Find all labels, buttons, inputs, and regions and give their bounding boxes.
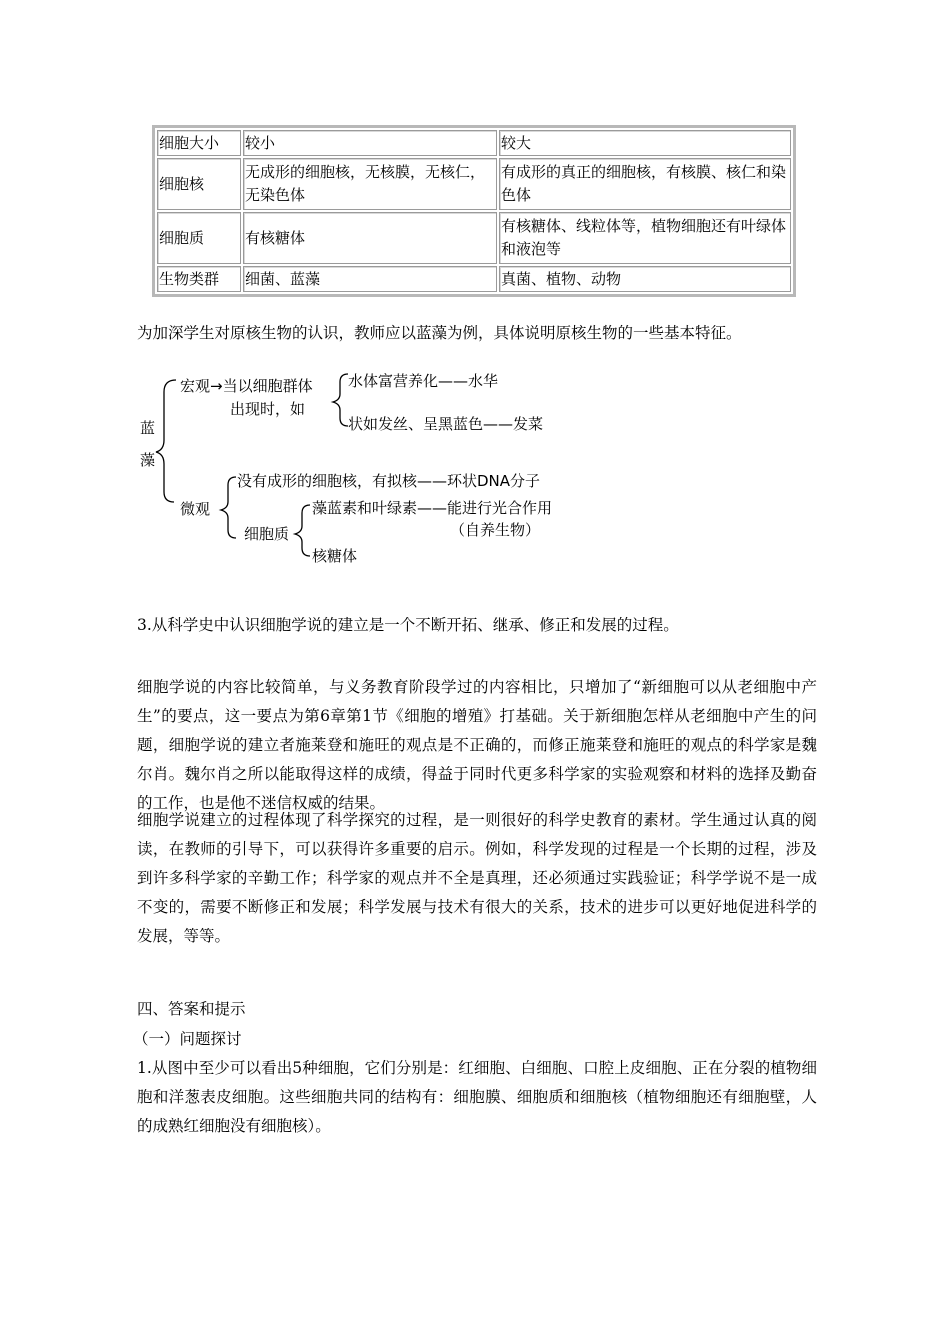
cytoplasm-brace: [295, 505, 310, 556]
section-4-heading: 四、答案和提示: [137, 1000, 246, 1018]
table-cell: 无成形的细胞核，无核膜，无核仁，无染色体: [243, 158, 497, 210]
cyanobacteria-diagram: [132, 362, 602, 577]
table-cell: 细胞大小: [157, 130, 241, 156]
root-label-1: 蓝: [140, 419, 156, 437]
root-label-2: 藻: [140, 451, 156, 469]
macro-item-b: 状如发丝、呈黑蓝色——发菜: [348, 415, 544, 433]
micro-brace: [221, 477, 236, 538]
macro-item-a: 水体富营养化——水华: [348, 372, 499, 390]
micro-item-a: 没有成形的细胞核，有拟核——环状DNA分子: [237, 472, 541, 490]
answer-1: 1.从图中至少可以看出5种细胞，它们分别是：红细胞、白细胞、口腔上皮细胞、正在分裂的植物细胞和洋葱表皮细胞。这些细胞共同的结构有：细胞膜、细胞质和细胞核（植物细胞还有细胞壁，人的成熟红细胞没有细胞核）。: [137, 1059, 817, 1135]
paragraph-1: 细胞学说的内容比较简单，与义务教育阶段学过的内容相比，只增加了“新细胞可以从老细胞中产生”的要点，这一要点为第6章第1节《细胞的增殖》打基础。关于新细胞怎样从老细胞中产生的问题，细胞学说的建立者施莱登和施旺的观点是不正确的，而修正施莱登和施旺的观点的科学家是魏尔肖。魏尔肖之所以能取得这样的成绩，得益于同时代更多科学家的实验观察和材料的选择及勤奋的工作，也是他不迷信权威的结果。: [137, 678, 817, 812]
micro-label: 微观: [180, 500, 211, 518]
table-cell: 细胞核: [157, 158, 241, 210]
table-row: [157, 266, 791, 292]
table-cell: 细胞质: [157, 212, 241, 264]
macro-label: 宏观→当以细胞群体: [180, 377, 313, 395]
main-brace: [156, 380, 176, 502]
cytoplasm-label: 细胞质: [244, 525, 290, 543]
table-cell: 真菌、植物、动物: [499, 266, 791, 292]
subheading: （一）问题探讨: [133, 1030, 242, 1048]
cytoplasm-item-a-note: （自养生物）: [450, 521, 541, 539]
table-cell: 有核糖体、线粒体等，植物细胞还有叶绿体和液泡等: [499, 212, 791, 264]
cytoplasm-item-a: 藻蓝素和叶绿素——能进行光合作用: [312, 499, 553, 517]
macro-label-2: 出现时，如: [230, 400, 306, 418]
comparison-table: [152, 125, 796, 297]
table-cell: 生物类群: [157, 266, 241, 292]
section-3-heading: 3.从科学史中认识细胞学说的建立是一个不断开拓、继承、修正和发展的过程。: [137, 616, 679, 634]
table-cell: 细菌、蓝藻: [243, 266, 497, 292]
table-cell: 有核糖体: [243, 212, 497, 264]
table-row: [157, 158, 791, 210]
cytoplasm-item-b: 核糖体: [312, 547, 358, 565]
table-cell: 较大: [499, 130, 791, 156]
comparison-table-grid: [155, 128, 793, 294]
table-cell: 较小: [243, 130, 497, 156]
table-cell: 有成形的真正的细胞核，有核膜、核仁和染色体: [499, 158, 791, 210]
table-row: [157, 212, 791, 264]
paragraph-2: 细胞学说建立的过程体现了科学探究的过程，是一则很好的科学史教育的素材。学生通过认真的阅读，在教师的引导下，可以获得许多重要的启示。例如，科学发现的过程是一个长期的过程，涉及到许多科学家的辛勤工作；科学家的观点并不全是真理，还必须通过实践验证；科学学说不是一成不变的，需要不断修正和发展；科学发展与技术有很大的关系，技术的进步可以更好地促进科学的发展，等等。: [137, 811, 817, 945]
macro-brace: [333, 374, 348, 426]
intro-paragraph: 为加深学生对原核生物的认识，教师应以蓝藻为例，具体说明原核生物的一些基本特征。: [137, 324, 742, 342]
table-row: [157, 130, 791, 156]
